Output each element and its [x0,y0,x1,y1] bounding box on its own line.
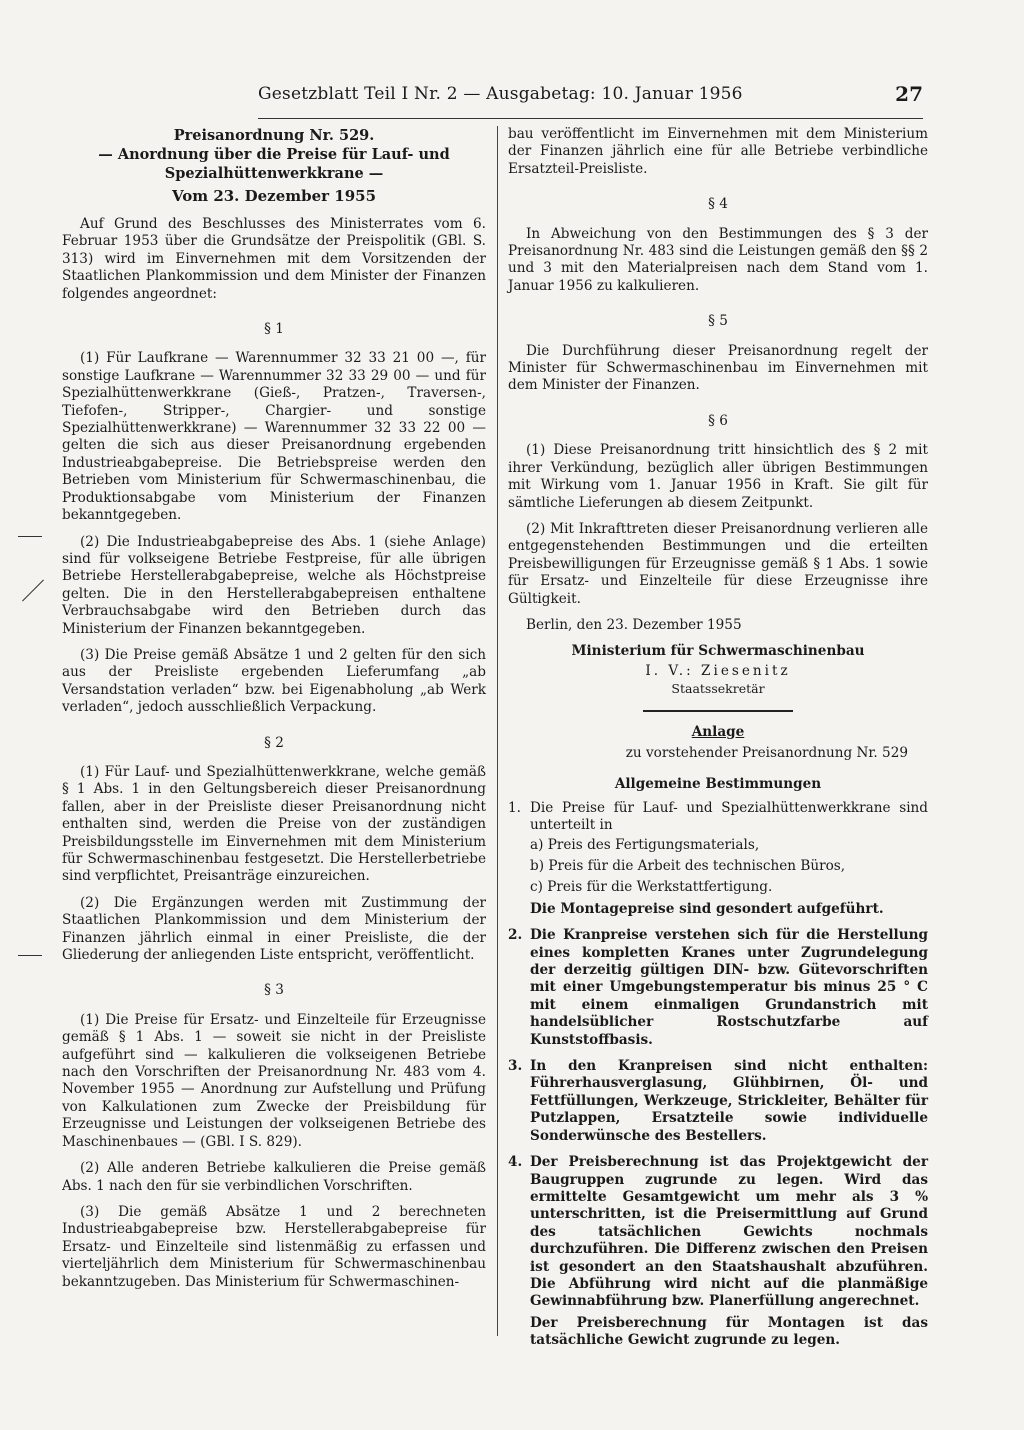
intro-paragraph: Auf Grund des Beschlusses des Ministerrates vom 6. Februar 1953 über die Grundsätze der Preispolitik (GBl. S. 313) wird im Einvernehmen mit dem Vorsitzenden der Staatlichen Plankommission und dem Minister der Finanzen folgendes angeordnet: [62,216,486,302]
sub-item: b) Preis für die Arbeit des technischen Büros, [530,858,846,874]
left-column [62,126,486,1300]
annex-title: Anlage [691,723,745,740]
sub-note: Die Montagepreise sind gesondert aufgeführt. [530,900,884,917]
paragraph: In Abweichung von den Bestimmungen des § 3 der Preisanordnung Nr. 483 sind die Leistungen gemäß den §§ 2 und 3 mit den Materialpreisen nach dem Stand vom 1. Januar 1956 zu kalkulieren. [508,225,928,294]
list-item [508,1154,928,1349]
section-heading: § 2 [264,734,284,751]
ordinance-number: Preisanordnung Nr. 529. [173,127,375,144]
place-date: Berlin, den 23. Dezember 1955 [526,616,742,633]
item-number: 1. [508,799,521,816]
right-column [508,126,928,1359]
ordinance-title [62,126,486,206]
ordinance-subject: — Anordnung über die Preise für Lauf- und Spezialhüttenwerkkrane — [98,146,450,182]
header-rule [258,118,923,119]
annex-heading: Allgemeine Bestimmungen [614,776,822,793]
paragraph: (1) Für Laufkrane — Warennummer 32 33 21 00 —, für sonstige Laufkrane — Warennummer 32 33 29 00 — und für Spezialhüttenwerkkrane (Gieß-, Pratzen-, Traversen-, Tiefofen-, Stripper-, Chargier- und sonstige Spezialhüttenwerkkrane) — Warennummer 32 33 22 00 — gelten die sich aus dieser Preisanordnung ergebenden Industrieabgabepreise. Die Betriebspreise werden den Betrieben vom Ministerium für Schwermaschinenbau, die Produktionsabgabe vom Ministerium der Finanzen bekanntgegeben. [62,350,486,524]
item-number: 3. [508,1058,523,1075]
paragraph: bau veröffentlicht im Einvernehmen mit dem Ministerium der Finanzen jährlich eine für alle Betriebe verbindliche Ersatzteil-Preisliste. [508,126,928,177]
signature-organization: Ministerium für Schwermaschinenbau [571,643,865,660]
page-header [258,84,923,112]
margin-mark [18,955,42,956]
item-text: In den Kranpreisen sind nicht enthalten: Führerhausverglasung, Glühbirnen, Öl- und Fettfüllungen, Werkzeuge, Strickleiter, Behälter für Putzlappen, Ersatzteile sowie individuelle Sonderwünsche des Bestellers. [530,1058,928,1144]
paragraph: (3) Die gemäß Absätze 1 und 2 berechneten Industrieabgabepreise bzw. Herstellerabgabepreise für Ersatz- und Einzelteile sind listenmäßig zu erfassen und vierteljährlich dem Ministerium für Schwermaschinenbau bekanntzugeben. Das Ministerium für Schwermaschinen- [62,1203,486,1290]
paragraph: (1) Diese Preisanordnung tritt hinsichtlich des § 2 mit ihrer Verkündung, bezüglich aller übrigen Bestimmungen mit Wirkung vom 1. Januar 1956 in Kraft. Sie gilt für sämtliche Lieferungen ab diesem Zeitpunkt. [508,442,928,511]
paragraph: (1) Die Preise für Ersatz- und Einzelteile für Erzeugnisse gemäß § 1 Abs. 1 — soweit sie nicht in der Preisliste aufgeführt sind — kalkulieren die volkseigenen Betriebe nach den Vorschriften der Preisanordnung Nr. 483 vom 4. November 1955 — Anordnung zur Aufstellung und Prüfung von Kalkulationen zum Zwecke der Preisbildung für Erzeugnisse und Leistungen der volkseigenen Betriebe des Maschinenbaues — (GBl. I S. 829). [62,1011,486,1150]
annex-subtitle: zu vorstehender Preisanordnung Nr. 529 [625,744,908,761]
item-text: Die Kranpreise verstehen sich für die Herstellung eines kompletten Kranes unter Zugrundelegung der derzeitig gültigen DIN- bzw. Gütevorschriften mit einer Umgebungstemperatur bis minus 25 ° C mit einem einmaligen Grundanstrich mit handelsüblicher Rostschutzfarbe auf Kunststoffbasis. [530,927,928,1048]
sub-item: c) Preis für die Werkstattfertigung. [530,879,773,896]
section-heading: § 3 [264,982,284,999]
paragraph: (1) Für Lauf- und Spezialhüttenwerkkrane, welche gemäß § 1 Abs. 1 in den Geltungsbereich dieser Preisanordnung fallen, aber in der Preisliste dieser Preisanordnung nicht enthalten sind, werden die Preise von der zuständigen Preisbildungsstelle im Einvernehmen mit dem Ministerium für Schwermaschinenbau festgesetzt. Die Herstellerbetriebe sind verpflichtet, Preisanträge einzureichen. [62,763,486,885]
signature-person: I. V.: Ziesenitz [645,662,791,679]
ordinance-date: Vom 23. Dezember 1955 [171,187,377,205]
item-note: Der Preisberechnung für Montagen ist das tatsächliche Gewicht zugrunde zu legen. [530,1314,928,1349]
margin-mark [22,580,44,602]
separator-rule [643,710,793,712]
paragraph: Die Durchführung dieser Preisanordnung regelt der Minister für Schwermaschinenbau im Einvernehmen mit dem Minister der Finanzen. [508,342,928,394]
list-item [508,1058,928,1145]
section-heading: § 1 [264,321,284,338]
section-heading: § 5 [708,313,728,330]
margin-mark [18,536,42,537]
annex-list [508,800,928,1350]
section-heading: § 6 [708,412,728,429]
paragraph: (2) Mit Inkrafttreten dieser Preisanordnung verlieren alle entgegenstehenden Bestimmungen und die erteilten Preisbewilligungen für Erzeugnisse gemäß § 1 Abs. 1 sowie für Ersatz- und Einzelteile für diese Erzeugnisse ihre Gültigkeit. [508,520,928,607]
sub-item: a) Preis des Fertigungsmaterials, [530,836,760,853]
column-divider [497,126,498,1336]
item-number: 2. [508,927,523,944]
sub-list [530,837,928,919]
header-title: Gesetzblatt Teil I Nr. 2 — Ausgabetag: 10. Januar 1956 [258,84,743,104]
list-item [508,927,928,1049]
list-item [508,800,928,918]
item-text: Der Preisberechnung ist das Projektgewicht der Baugruppen zugrunde zu legen. Wird das ermittelte Gesamtgewicht um mehr als 3 % unterschritten, ist die Preisermittlung auf Grund des tatsächlichen Gewichts nochmals durchzuführen. Die Differenz zwischen den Preisen ist gesondert an den Staatshaushalt abzuführen. Die Abführung wird nicht auf die planmäßige Gewinnabführung bzw. Planerfüllung angerechnet. [530,1154,928,1310]
paragraph: (2) Die Ergänzungen werden mit Zustimmung der Staatlichen Plankommission und dem Ministerium der Finanzen jährlich einmal in einer Preisliste, die der Gliederung der anliegenden Liste entspricht, veröffentlicht. [62,894,486,964]
paragraph: (2) Die Industrieabgabepreise des Abs. 1 (siehe Anlage) sind für volkseigene Betriebe Festpreise, für alle übrigen Betriebe Herstellerabgabepreise, welche als Höchstpreise gelten. Die in den Herstellerabgabepreisen enthaltene Verbrauchsabgabe wird den Betrieben durch das Ministerium der Finanzen bekanntgegeben. [62,533,486,637]
paragraph: (3) Die Preise gemäß Absätze 1 und 2 gelten für den sich aus der Preisliste ergebenden Lieferumfang „ab Versandstation verladen“ bzw. bei Eigenabholung „ab Werk verladen“, jedoch ausschließlich Verpackung. [62,646,486,716]
page-number: 27 [895,82,923,106]
item-text: Die Preise für Lauf- und Spezialhüttenwerkkrane sind unterteilt in [530,799,928,834]
section-heading: § 4 [708,196,728,213]
paragraph: (2) Alle anderen Betriebe kalkulieren die Preise gemäß Abs. 1 nach den für sie verbindlichen Vorschriften. [62,1160,486,1194]
item-number: 4. [508,1154,523,1171]
signature-role: Staatssekretär [671,681,765,697]
